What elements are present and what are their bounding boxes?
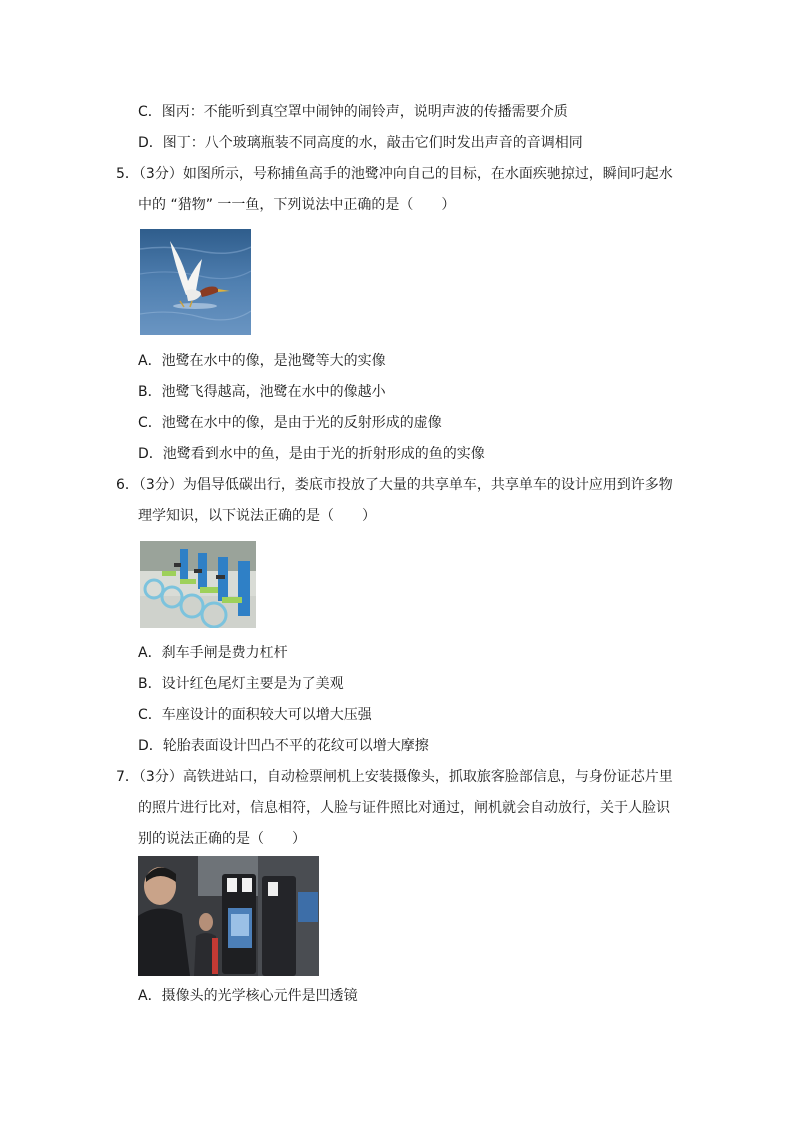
q6-option-a: A．刹车手闸是费力杠杆 bbox=[138, 645, 288, 661]
option-d-prev: D．图丁：八个玻璃瓶装不同高度的水，敲击它们时发出声音的音调相同 bbox=[138, 135, 583, 151]
q6-option-c: C．车座设计的面积较大可以增大压强 bbox=[138, 707, 372, 723]
question-7-stem-line3: 别的说法正确的是（ ） bbox=[138, 831, 306, 847]
egret-photo bbox=[140, 229, 251, 335]
shared-bikes-photo bbox=[140, 541, 256, 628]
q6-option-d: D．轮胎表面设计凹凸不平的花纹可以增大摩擦 bbox=[138, 738, 429, 754]
q7-option-a: A．摄像头的光学核心元件是凹透镜 bbox=[138, 988, 358, 1004]
question-7-stem-line1: 7．（3分）高铁进站口，自动检票闸机上安装摄像头，抓取旅客脸部信息，与身份证芯片里 bbox=[116, 769, 673, 785]
q5-option-c: C．池鹭在水中的像，是由于光的反射形成的虚像 bbox=[138, 415, 442, 431]
q6-option-b: B．设计红色尾灯主要是为了美观 bbox=[138, 676, 344, 692]
q5-option-b: B．池鹭飞得越高，池鹭在水中的像越小 bbox=[138, 384, 386, 400]
question-5-stem-line1: 5．（3分）如图所示，号称捕鱼高手的池鹭冲向自己的目标，在水面疾驰掠过，瞬间叼起水 bbox=[116, 166, 673, 182]
face-recognition-gate-photo bbox=[138, 856, 319, 976]
question-7-stem-line2: 的照片进行比对，信息相符，人脸与证件照比对通过，闸机就会自动放行，关于人脸识 bbox=[138, 800, 670, 816]
q5-option-d: D．池鹭看到水中的鱼，是由于光的折射形成的鱼的实像 bbox=[138, 446, 485, 462]
q5-option-a: A．池鹭在水中的像，是池鹭等大的实像 bbox=[138, 353, 386, 369]
question-6-stem-line2: 理学知识，以下说法正确的是（ ） bbox=[138, 508, 376, 524]
option-c-prev: C．图丙：不能听到真空罩中闹钟的闹铃声，说明声波的传播需要介质 bbox=[138, 104, 568, 120]
question-5-stem-line2: 中的 “猎物” 一一鱼，下列说法中正确的是（ ） bbox=[138, 197, 456, 213]
question-6-stem-line1: 6．（3分）为倡导低碳出行，娄底市投放了大量的共享单车，共享单车的设计应用到许多物 bbox=[116, 477, 673, 493]
